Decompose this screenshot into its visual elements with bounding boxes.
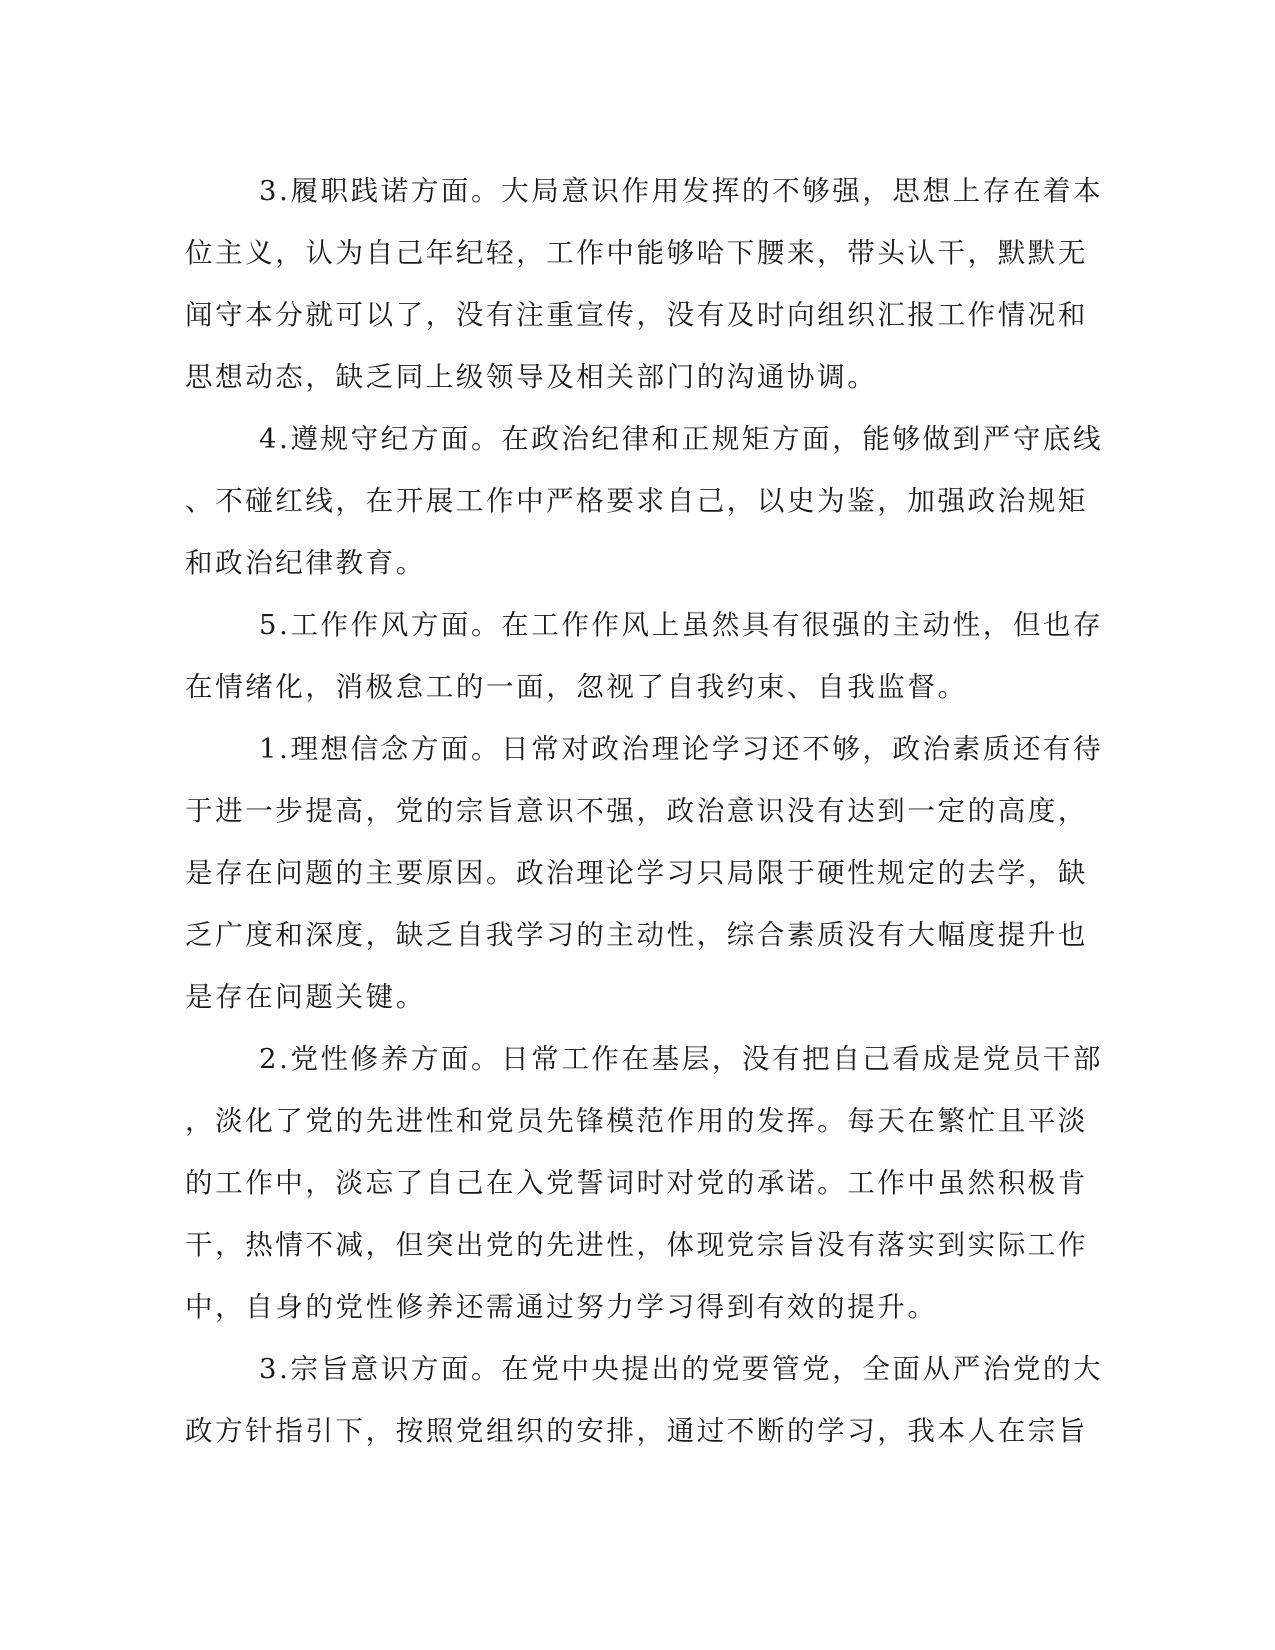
paragraph-2-party-spirit-line-5: 中，自身的党性修养还需通过努力学习得到有效的提升。 xyxy=(185,1291,938,1323)
paragraph-5-work-style-line-1: 5.工作作风方面。在工作作风上虽然具有很强的主动性，但也存 xyxy=(259,609,1104,641)
paragraph-2-party-spirit-line-1: 2.党性修养方面。日常工作在基层，没有把自己看成是党员干部 xyxy=(259,1043,1104,1075)
paragraph-4-discipline-line-3: 和政治纪律教育。 xyxy=(185,547,426,579)
paragraph-1-ideals-line-5: 是存在问题关键。 xyxy=(185,981,426,1013)
paragraph-3-purpose-line-2: 政方针指引下，按照党组织的安排，通过不断的学习，我本人在宗旨 xyxy=(185,1415,1088,1447)
paragraph-4-discipline-line-2: 、不碰红线，在开展工作中严格要求自己，以史为鉴，加强政治规矩 xyxy=(185,485,1088,517)
document-body xyxy=(185,160,1104,1462)
paragraph-1-ideals-line-3: 是存在问题的主要原因。政治理论学习只局限于硬性规定的去学，缺 xyxy=(185,857,1088,889)
paragraph-1-ideals-line-1: 1.理想信念方面。日常对政治理论学习还不够，政治素质还有待 xyxy=(259,733,1104,765)
paragraph-2-party-spirit-line-2: ，淡化了党的先进性和党员先锋模范作用的发挥。每天在繁忙且平淡 xyxy=(185,1105,1088,1137)
paragraph-4-discipline-line-1: 4.遵规守纪方面。在政治纪律和正规矩方面，能够做到严守底线 xyxy=(259,423,1104,455)
paragraph-3-performance-line-3: 闻守本分就可以了，没有注重宣传，没有及时向组织汇报工作情况和 xyxy=(185,299,1088,331)
paragraph-1-ideals-line-2: 于进一步提高，党的宗旨意识不强，政治意识没有达到一定的高度， xyxy=(185,795,1088,827)
paragraph-5-work-style-line-2: 在情绪化，消极怠工的一面，忽视了自我约束、自我监督。 xyxy=(185,671,968,703)
paragraph-1-ideals-line-4: 乏广度和深度，缺乏自我学习的主动性，综合素质没有大幅度提升也 xyxy=(185,919,1088,951)
paragraph-2-party-spirit-line-4: 干，热情不减，但突出党的先进性，体现党宗旨没有落实到实际工作 xyxy=(185,1229,1088,1261)
paragraph-3-purpose-line-1: 3.宗旨意识方面。在党中央提出的党要管党，全面从严治党的大 xyxy=(259,1353,1104,1385)
paragraph-3-performance-line-4: 思想动态，缺乏同上级领导及相关部门的沟通协调。 xyxy=(185,361,878,393)
paragraph-3-performance-line-2: 位主义，认为自己年纪轻，工作中能够哈下腰来，带头认干，默默无 xyxy=(185,237,1088,269)
paragraph-2-party-spirit-line-3: 的工作中，淡忘了自己在入党誓词时对党的承诺。工作中虽然积极肯 xyxy=(185,1167,1088,1199)
paragraph-3-performance-line-1: 3.履职践诺方面。大局意识作用发挥的不够强，思想上存在着本 xyxy=(259,175,1104,207)
